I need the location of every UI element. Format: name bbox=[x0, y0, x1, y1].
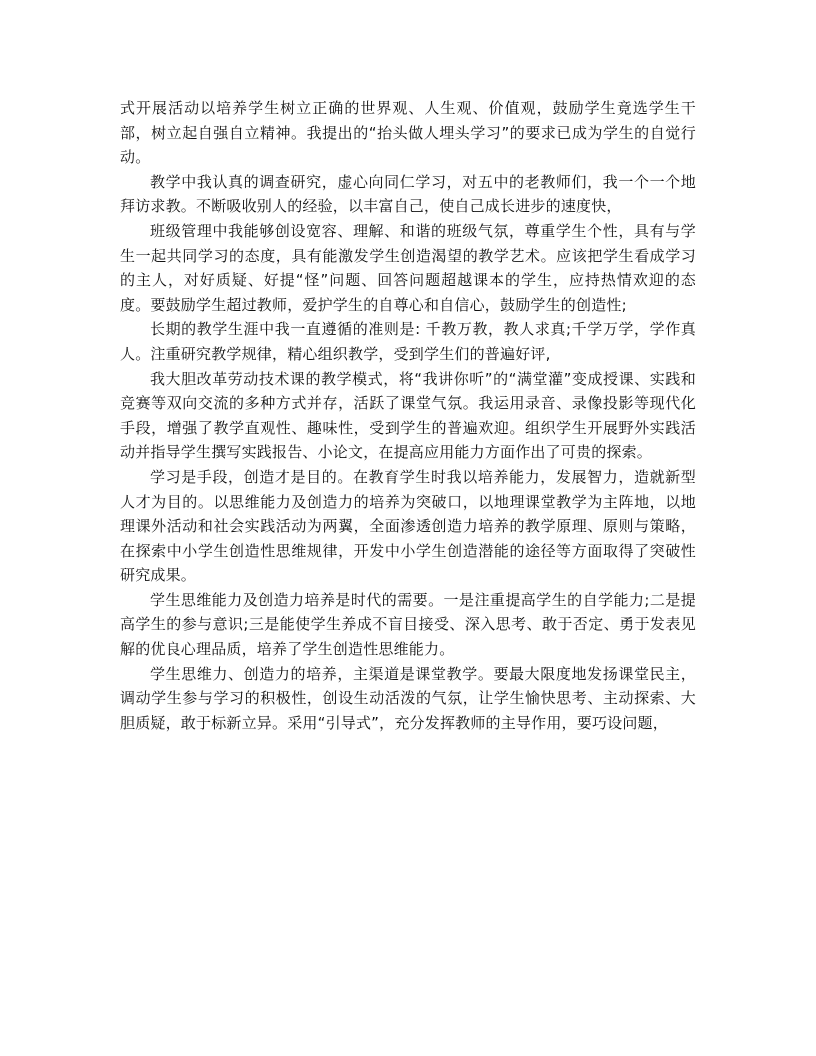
paragraph: 学生思维力、创造力的培养，主渠道是课堂教学。要最大限度地发扬课堂民主，调动学生参与学习的积极性，创设生动活泼的气氛，让学生愉快思考、主动探索、大胆质疑，敢于标新立异。采用“引导式”，充分发挥教师的主导作用，要巧设问题， bbox=[120, 664, 696, 732]
paragraph: 班级管理中我能够创设宽容、理解、和谐的班级气氛，尊重学生个性，具有与学生一起共同学习的态度，具有能激发学生创造渴望的教学艺术。应该把学生看成学习的主人，对好质疑、好提“怪”问题、回答问题超越课本的学生，应持热情欢迎的态度。要鼓励学生超过教师，爱护学生的自尊心和自信心，鼓励学生的创造性; bbox=[120, 221, 696, 314]
paragraph: 教学中我认真的调查研究，虚心向同仁学习，对五中的老教师们，我一个一个地拜访求教。不断吸收别人的经验，以丰富自己，使自己成长进步的速度快， bbox=[120, 172, 696, 216]
paragraph: 学习是手段，创造才是目的。在教育学生时我以培养能力，发展智力，造就新型人才为目的。以思维能力及创造力的培养为突破口，以地理课堂教学为主阵地，以地理课外活动和社会实践活动为两翼，全面渗透创造力培养的教学原理、原则与策略，在探索中小学生创造性思维规律，开发中小学生创造潜能的途径等方面取得了突破性研究成果。 bbox=[120, 467, 696, 585]
paragraph: 学生思维能力及创造力培养是时代的需要。一是注重提高学生的自学能力;二是提高学生的参与意识;三是能使学生养成不盲目接受、深入思考、敢于否定、勇于发表见解的优良心理品质，培养了学生创造性思维能力。 bbox=[120, 590, 696, 659]
document-page bbox=[120, 96, 696, 735]
paragraph: 长期的教学生涯中我一直遵循的准则是: 千教万教，教人求真;千学万学，学作真人。注重研究教学规律，精心组织教学，受到学生们的普遍好评, bbox=[120, 320, 696, 363]
paragraph: 我大胆改革劳动技术课的教学模式，将“我讲你听”的“满堂灌”变成授课、实践和竞赛等双向交流的多种方式并存，活跃了课堂气氛。我运用录音、录像投影等现代化手段，增强了教学直观性、趣味性，受到学生的普遍欢迎。组织学生开展野外实践活动并指导学生撰写实践报告、小论文，在提高应用能力方面作出了可贵的探索。 bbox=[120, 369, 696, 462]
paragraph-continuation: 式开展活动以培养学生树立正确的世界观、人生观、价值观，鼓励学生竟选学生干部，树立起自强自立精神。我提出的“抬头做人埋头学习”的要求已成为学生的自觉行动。 bbox=[120, 99, 696, 167]
